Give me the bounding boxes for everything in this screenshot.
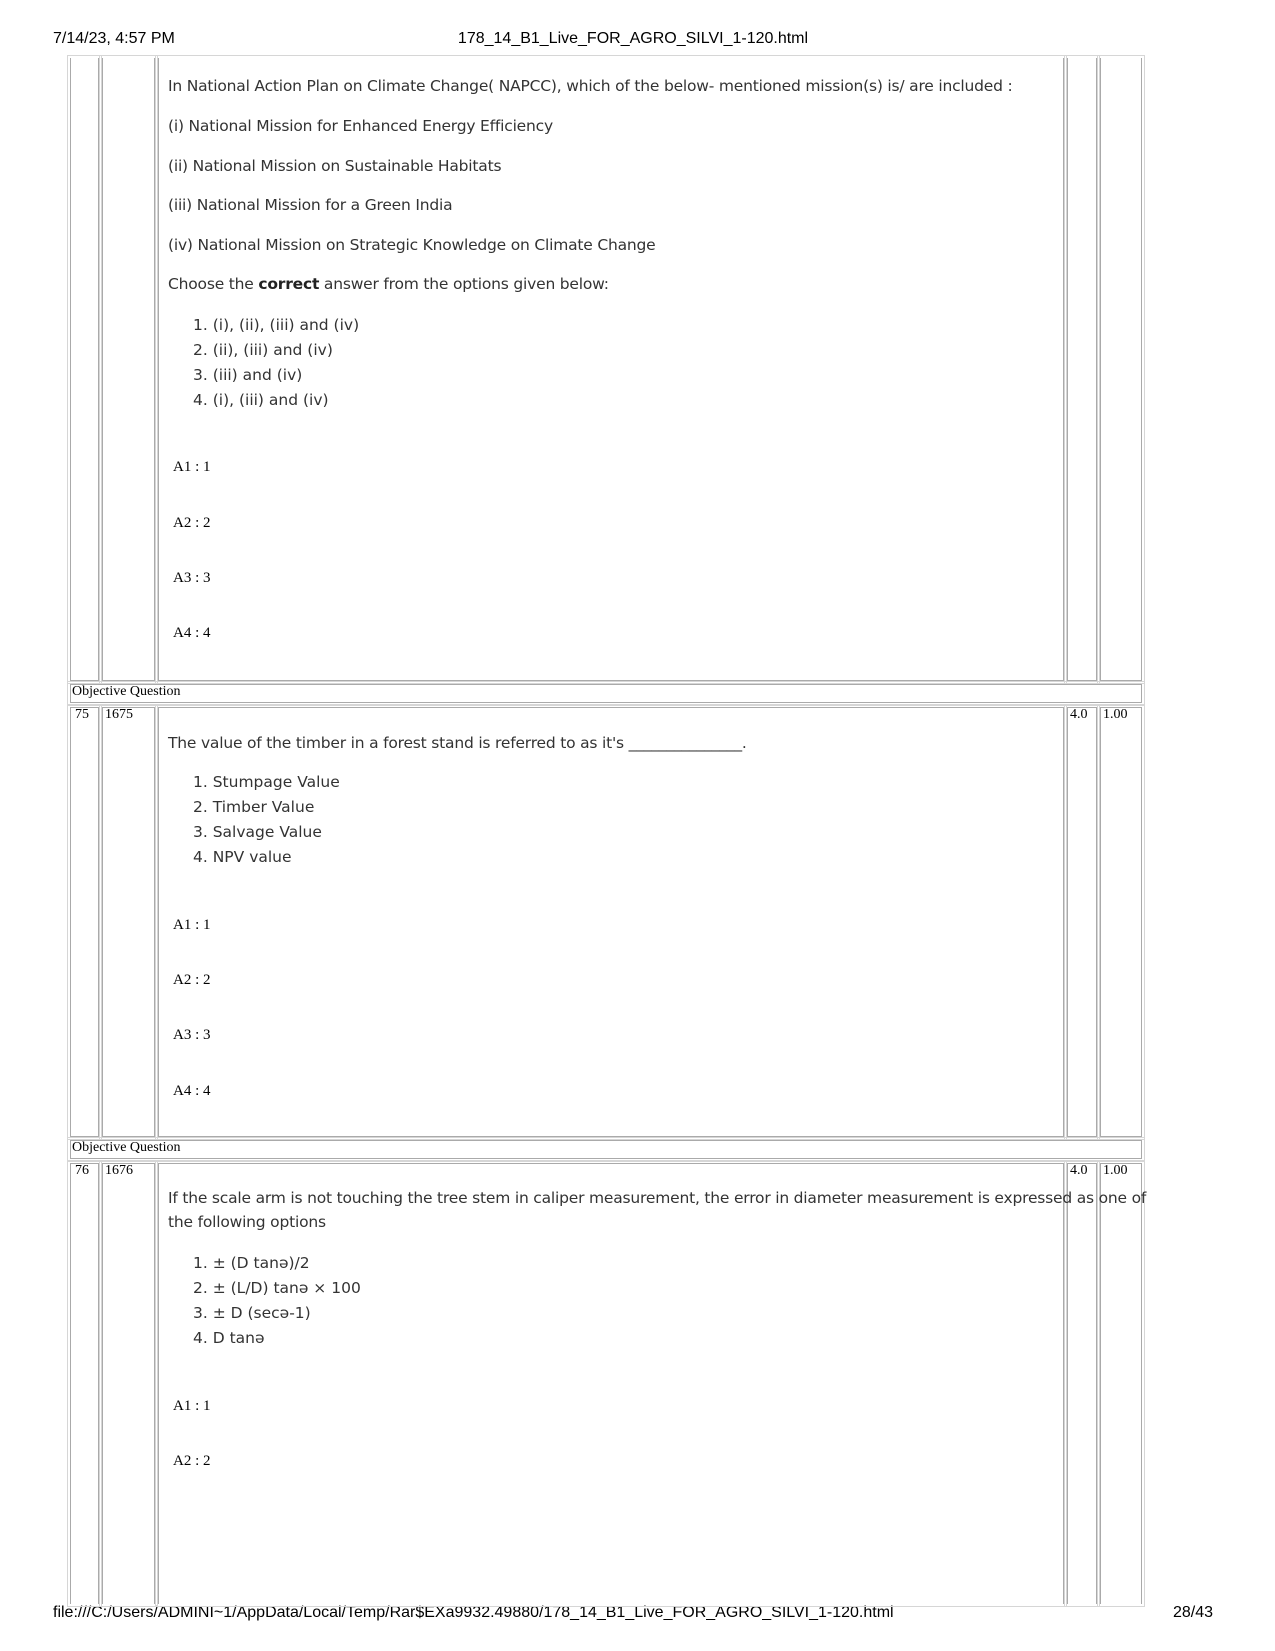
question-stem: In National Action Plan on Climate Change( NAPCC), which of the below- mentioned mission(s) is/ are included : [168, 77, 1013, 95]
q76-type-row [70, 1140, 1142, 1159]
document-title: 178_14_B1_Live_FOR_AGRO_SILVI_1-120.html [457, 30, 809, 47]
file-path: file:///C:/Users/ADMINI~1/AppData/Local/Temp/Rar$EXa9932.49880/178_14_B1_Live_FOR_AGRO_SILVI_1-120.html [53, 1604, 894, 1621]
q74-qid-cell [102, 58, 155, 681]
option-item: 3. ± D (secə-1) [193, 1304, 311, 1322]
statement-item: (i) National Mission for Enhanced Energy Efficiency [168, 117, 553, 135]
q76-marks-cell [1067, 1163, 1097, 1604]
q75-type-row [70, 684, 1142, 703]
negative-marks-value: 1.00 [1103, 707, 1128, 722]
option-item: 2. Timber Value [193, 798, 315, 816]
question-type-label: Objective Question [72, 684, 181, 699]
option-item: 3. (iii) and (iv) [193, 366, 303, 384]
marks-value: 4.0 [1070, 1163, 1088, 1178]
option-item: 1. (i), (ii), (iii) and (iv) [193, 316, 360, 334]
print-datetime: 7/14/23, 4:57 PM [53, 30, 175, 47]
serial-number: 76 [75, 1163, 89, 1178]
print-footer [53, 1604, 1213, 1624]
q76-qid-cell [102, 1163, 155, 1604]
q75-sno-cell [70, 707, 99, 1137]
answer-key: A2 : 2 [173, 515, 211, 531]
question-id: 1676 [105, 1163, 133, 1178]
question-type-label: Objective Question [72, 1140, 181, 1155]
q76-options [193, 1251, 361, 1351]
question-stem: If the scale arm is not touching the tree stem in caliper measurement, the error in diameter measurement is expressed as one of [168, 1189, 1147, 1207]
statement-item: (iv) National Mission on Strategic Knowledge on Climate Change [168, 236, 656, 254]
answer-key: A4 : 4 [173, 1083, 211, 1099]
q75-neg-cell [1100, 707, 1142, 1137]
instruction [168, 275, 609, 293]
q75-marks-cell [1067, 707, 1097, 1137]
q74-options [193, 313, 359, 413]
q74-neg-cell [1100, 58, 1142, 681]
q76-sno-cell [70, 1163, 99, 1604]
q75-options [193, 770, 340, 870]
option-item: 3. Salvage Value [193, 823, 322, 841]
answer-key: A2 : 2 [173, 1453, 211, 1469]
q74-sno-cell [70, 58, 99, 681]
page-number: 28/43 [1172, 1604, 1213, 1621]
answer-key: A1 : 1 [173, 459, 211, 475]
instruction-bold: correct [258, 275, 320, 293]
option-item: 4. D tanə [193, 1329, 265, 1347]
statement-item: (iii) National Mission for a Green India [168, 196, 453, 214]
answer-key: A1 : 1 [173, 1398, 211, 1414]
option-item: 4. (i), (iii) and (iv) [193, 391, 329, 409]
question-id: 1675 [105, 707, 133, 722]
answer-key: A3 : 3 [173, 1027, 211, 1043]
negative-marks-value: 1.00 [1103, 1163, 1128, 1178]
option-item: 2. (ii), (iii) and (iv) [193, 341, 333, 359]
q76-neg-cell [1100, 1163, 1142, 1604]
question-stem-continued: the following options [168, 1213, 326, 1231]
question-stem: The value of the timber in a forest stand is referred to as it's _______________. [168, 734, 747, 752]
option-item: 4. NPV value [193, 848, 292, 866]
serial-number: 75 [75, 707, 89, 722]
statement-item: (ii) National Mission on Sustainable Habitats [168, 157, 502, 175]
print-header [53, 30, 1213, 50]
q74-marks-cell [1067, 58, 1097, 681]
instruction-pre: Choose the [168, 275, 259, 293]
q75-qid-cell [102, 707, 155, 1137]
answer-key: A3 : 3 [173, 570, 211, 586]
instruction-post: answer from the options given below: [319, 275, 609, 293]
marks-value: 4.0 [1070, 707, 1088, 722]
option-item: 1. ± (D tanə)/2 [193, 1254, 310, 1272]
option-item: 2. ± (L/D) tanə × 100 [193, 1279, 361, 1297]
option-item: 1. Stumpage Value [193, 773, 340, 791]
answer-key: A2 : 2 [173, 972, 211, 988]
answer-key: A4 : 4 [173, 625, 211, 641]
answer-key: A1 : 1 [173, 917, 211, 933]
